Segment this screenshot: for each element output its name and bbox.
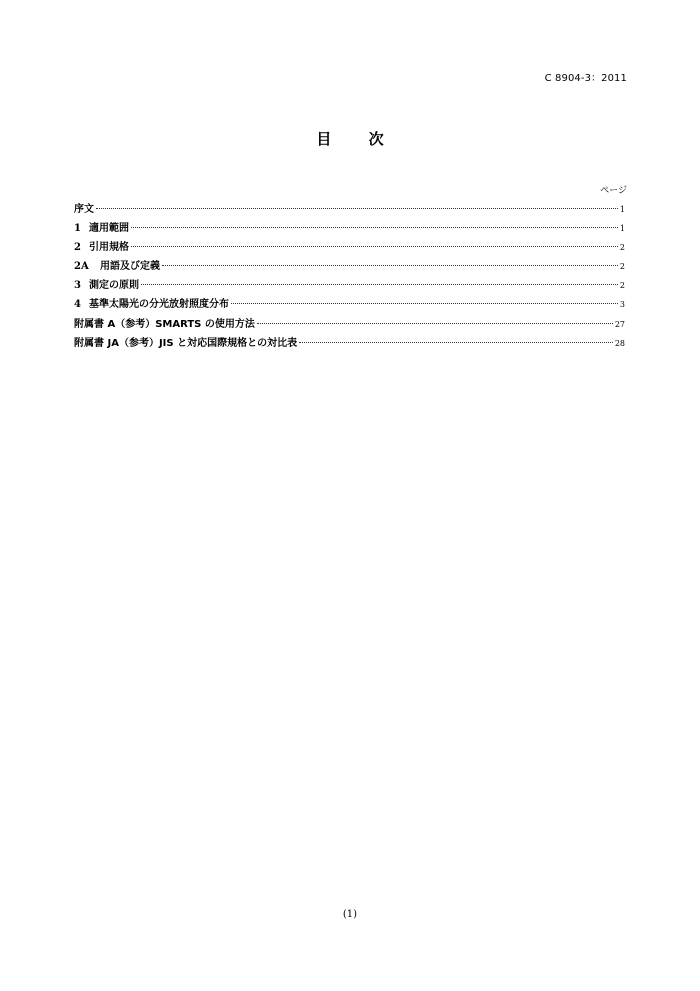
- toc-leader-dots: [257, 323, 613, 324]
- toc-entry-page: 28: [614, 338, 625, 348]
- toc-leader-dots: [131, 246, 618, 247]
- toc-leader-dots: [162, 265, 618, 266]
- toc-entry-number: 4: [74, 299, 81, 311]
- toc-entry[interactable]: [74, 295, 625, 314]
- toc-entry-number: 2: [74, 242, 81, 254]
- toc-entry-page: 2: [619, 281, 625, 291]
- toc-entry-number: 2A: [74, 261, 89, 273]
- toc-entry[interactable]: [74, 315, 625, 334]
- page-number: (1): [342, 909, 358, 920]
- toc-entry[interactable]: [74, 219, 625, 238]
- page-column-label: ページ: [600, 186, 627, 196]
- toc-entry-page: 27: [614, 319, 625, 329]
- toc-entry-title: 基準太陽光の分光放射照度分布: [89, 299, 229, 311]
- toc-entry[interactable]: [74, 200, 625, 219]
- toc-entry[interactable]: [74, 334, 625, 353]
- toc-entry-page: 1: [619, 205, 625, 214]
- toc-leader-dots: [231, 303, 618, 304]
- toc-entry[interactable]: [74, 276, 625, 295]
- toc-entry-page: 3: [619, 300, 625, 310]
- toc-entry-title: 附属書 A（参考）SMARTS の使用方法: [74, 318, 255, 330]
- toc-entry-title: 附属書 JA（参考）JIS と対応国際規格との対比表: [74, 337, 298, 349]
- document-number: C 8904-3：2011: [544, 73, 627, 84]
- toc-entry-page: 2: [619, 243, 625, 253]
- toc-entry[interactable]: [74, 238, 625, 257]
- table-of-contents: [74, 200, 625, 353]
- toc-leader-dots: [299, 342, 613, 343]
- toc-leader-dots: [96, 208, 618, 209]
- toc-entry-page: 2: [619, 262, 625, 272]
- toc-entry-number: 1: [74, 223, 81, 235]
- toc-entry[interactable]: [74, 257, 625, 276]
- toc-title: 目 次: [316, 130, 400, 148]
- toc-entry-title: 適用範囲: [89, 223, 129, 235]
- toc-entry-number: 3: [74, 280, 81, 292]
- toc-entry-page: 1: [619, 224, 625, 234]
- toc-entry-title: 引用規格: [89, 242, 129, 254]
- toc-entry-title: 用語及び定義: [100, 261, 160, 273]
- toc-entry-title: 測定の原則: [89, 280, 139, 292]
- toc-entry-title: 序文: [74, 204, 94, 215]
- toc-leader-dots: [141, 284, 618, 285]
- toc-leader-dots: [131, 227, 618, 228]
